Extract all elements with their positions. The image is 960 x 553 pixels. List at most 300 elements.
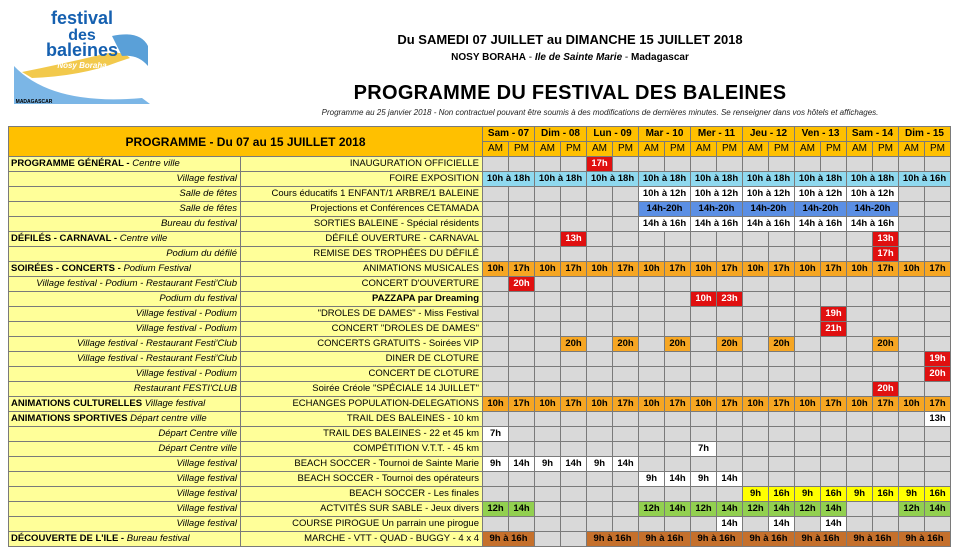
event-name: COURSE PIROGUE Un parrain une pirogue bbox=[241, 517, 483, 532]
time-slot bbox=[535, 472, 561, 487]
time-slot bbox=[821, 247, 847, 262]
time-slot bbox=[769, 382, 795, 397]
time-slot bbox=[743, 382, 769, 397]
time-slot: 20h bbox=[665, 337, 691, 352]
table-row bbox=[9, 217, 951, 232]
time-slot bbox=[561, 502, 587, 517]
time-slot bbox=[925, 232, 951, 247]
time-slot bbox=[665, 517, 691, 532]
time-slot: 9h à 16h bbox=[483, 532, 535, 547]
time-slot: 20h bbox=[717, 337, 743, 352]
time-slot: 17h bbox=[509, 262, 535, 277]
time-slot: 9h bbox=[847, 487, 873, 502]
am-header: AM bbox=[587, 142, 613, 157]
time-slot: 10h bbox=[691, 397, 717, 412]
time-slot: 14h à 16h bbox=[795, 217, 847, 232]
time-slot: 10h bbox=[639, 262, 665, 277]
pm-header: PM bbox=[613, 142, 639, 157]
time-slot bbox=[925, 277, 951, 292]
time-slot: 17h bbox=[717, 397, 743, 412]
time-slot bbox=[899, 307, 925, 322]
time-slot: 14h bbox=[769, 502, 795, 517]
time-slot bbox=[795, 457, 821, 472]
time-slot: 20h bbox=[769, 337, 795, 352]
time-slot bbox=[925, 322, 951, 337]
time-slot bbox=[587, 202, 613, 217]
event-name: Projections et Conférences CETAMADA bbox=[241, 202, 483, 217]
event-name: DÉFILÉ OUVERTURE - CARNAVAL bbox=[241, 232, 483, 247]
row-location bbox=[9, 232, 241, 247]
time-slot bbox=[691, 517, 717, 532]
row-location bbox=[9, 382, 241, 397]
time-slot bbox=[899, 442, 925, 457]
time-slot: 10h à 18h bbox=[795, 172, 847, 187]
time-slot: 10h à 12h bbox=[847, 187, 899, 202]
time-slot bbox=[587, 367, 613, 382]
location-name: Podium du défilé bbox=[166, 248, 237, 259]
location-name: Village festival - Restaurant Festi'Club bbox=[76, 338, 237, 349]
time-slot bbox=[613, 247, 639, 262]
logo-line2: des bbox=[68, 27, 96, 44]
time-slot bbox=[639, 517, 665, 532]
day-header: Jeu - 12 bbox=[743, 127, 795, 142]
time-slot bbox=[899, 367, 925, 382]
event-name: BEACH SOCCER - Les finales bbox=[241, 487, 483, 502]
time-slot bbox=[795, 352, 821, 367]
time-slot bbox=[821, 367, 847, 382]
time-slot bbox=[613, 382, 639, 397]
time-slot bbox=[613, 352, 639, 367]
row-location bbox=[9, 307, 241, 322]
time-slot: 9h bbox=[795, 487, 821, 502]
time-slot bbox=[769, 412, 795, 427]
time-slot bbox=[743, 427, 769, 442]
time-slot bbox=[717, 307, 743, 322]
time-slot bbox=[769, 247, 795, 262]
time-slot: 14h bbox=[769, 517, 795, 532]
location-name: Salle de fêtes bbox=[179, 188, 237, 199]
time-slot bbox=[613, 277, 639, 292]
time-slot bbox=[821, 442, 847, 457]
location-name: Village festival bbox=[176, 488, 237, 499]
row-location bbox=[9, 502, 241, 517]
time-slot: 10h bbox=[535, 397, 561, 412]
time-slot: 20h bbox=[873, 382, 899, 397]
time-slot: 12h bbox=[743, 502, 769, 517]
time-slot bbox=[535, 352, 561, 367]
time-slot bbox=[639, 307, 665, 322]
time-slot bbox=[873, 292, 899, 307]
time-slot bbox=[483, 157, 509, 172]
time-slot bbox=[587, 247, 613, 262]
pm-header: PM bbox=[561, 142, 587, 157]
row-location bbox=[9, 427, 241, 442]
pm-header: PM bbox=[769, 142, 795, 157]
time-slot bbox=[561, 427, 587, 442]
time-slot bbox=[613, 157, 639, 172]
location-name: Village festival bbox=[176, 458, 237, 469]
row-location bbox=[9, 172, 241, 187]
time-slot bbox=[665, 157, 691, 172]
time-slot: 10h à 18h bbox=[483, 172, 535, 187]
time-slot bbox=[535, 412, 561, 427]
time-slot bbox=[899, 412, 925, 427]
time-slot: 10h à 18h bbox=[743, 172, 795, 187]
time-slot bbox=[561, 367, 587, 382]
table-row bbox=[9, 457, 951, 472]
time-slot bbox=[587, 502, 613, 517]
time-slot bbox=[847, 472, 873, 487]
pm-header: PM bbox=[925, 142, 951, 157]
time-slot bbox=[821, 337, 847, 352]
time-slot bbox=[639, 427, 665, 442]
time-slot: 17h bbox=[873, 247, 899, 262]
time-slot: 10h bbox=[587, 397, 613, 412]
time-slot bbox=[925, 247, 951, 262]
time-slot: 9h bbox=[483, 457, 509, 472]
time-slot bbox=[561, 322, 587, 337]
time-slot bbox=[509, 367, 535, 382]
time-slot bbox=[535, 232, 561, 247]
time-slot: 9h à 16h bbox=[847, 532, 899, 547]
day-header: Sam - 14 bbox=[847, 127, 899, 142]
event-name: SORTIES BALEINE - Spécial résidents bbox=[241, 217, 483, 232]
location-name: Podium Festival bbox=[123, 263, 192, 274]
time-slot bbox=[483, 322, 509, 337]
time-slot bbox=[769, 277, 795, 292]
time-slot bbox=[561, 202, 587, 217]
time-slot bbox=[691, 412, 717, 427]
time-slot: 10h à 18h bbox=[587, 172, 639, 187]
time-slot: 23h bbox=[717, 292, 743, 307]
time-slot bbox=[691, 277, 717, 292]
day-header: Lun - 09 bbox=[587, 127, 639, 142]
am-header: AM bbox=[483, 142, 509, 157]
time-slot bbox=[613, 427, 639, 442]
location-name: Village festival bbox=[176, 518, 237, 529]
row-location bbox=[9, 262, 241, 277]
time-slot: 14h bbox=[509, 502, 535, 517]
time-slot: 20h bbox=[613, 337, 639, 352]
time-slot bbox=[743, 337, 769, 352]
day-header: Mer - 11 bbox=[691, 127, 743, 142]
location-name: Village festival bbox=[176, 503, 237, 514]
event-name: MARCHE - VTT - QUAD - BUGGY - 4 x 4 bbox=[241, 532, 483, 547]
time-slot bbox=[899, 517, 925, 532]
time-slot bbox=[691, 352, 717, 367]
time-slot bbox=[769, 367, 795, 382]
time-slot bbox=[795, 472, 821, 487]
time-slot bbox=[509, 517, 535, 532]
time-slot bbox=[509, 157, 535, 172]
time-slot bbox=[925, 157, 951, 172]
am-header: AM bbox=[847, 142, 873, 157]
time-slot bbox=[873, 427, 899, 442]
time-slot bbox=[847, 517, 873, 532]
time-slot bbox=[795, 442, 821, 457]
time-slot bbox=[639, 457, 665, 472]
time-slot bbox=[691, 157, 717, 172]
time-slot bbox=[821, 157, 847, 172]
location-name: Village festival - Podium bbox=[135, 308, 237, 319]
time-slot bbox=[483, 367, 509, 382]
time-slot bbox=[587, 517, 613, 532]
time-slot: 10h bbox=[535, 262, 561, 277]
time-slot: 20h bbox=[561, 337, 587, 352]
time-slot bbox=[899, 187, 925, 202]
time-slot bbox=[483, 337, 509, 352]
time-slot bbox=[535, 517, 561, 532]
time-slot: 19h bbox=[821, 307, 847, 322]
table-row bbox=[9, 247, 951, 262]
time-slot: 16h bbox=[821, 487, 847, 502]
time-slot bbox=[925, 337, 951, 352]
event-name: CONCERT DE CLOTURE bbox=[241, 367, 483, 382]
time-slot bbox=[639, 322, 665, 337]
location-name: Village festival - Podium bbox=[135, 323, 237, 334]
time-slot bbox=[587, 472, 613, 487]
time-slot bbox=[821, 472, 847, 487]
time-slot bbox=[587, 337, 613, 352]
time-slot: 17h bbox=[769, 397, 795, 412]
time-slot: 17h bbox=[561, 262, 587, 277]
time-slot: 10h bbox=[795, 262, 821, 277]
row-location bbox=[9, 217, 241, 232]
time-slot bbox=[769, 472, 795, 487]
time-slot bbox=[795, 277, 821, 292]
time-slot bbox=[873, 412, 899, 427]
day-header: Sam - 07 bbox=[483, 127, 535, 142]
time-slot bbox=[509, 442, 535, 457]
time-slot bbox=[561, 517, 587, 532]
time-slot bbox=[847, 157, 873, 172]
time-slot bbox=[925, 457, 951, 472]
time-slot: 14h bbox=[821, 502, 847, 517]
time-slot bbox=[509, 472, 535, 487]
table-row bbox=[9, 502, 951, 517]
time-slot bbox=[795, 322, 821, 337]
time-slot bbox=[821, 412, 847, 427]
time-slot bbox=[665, 307, 691, 322]
table-row bbox=[9, 442, 951, 457]
time-slot: 14h-20h bbox=[795, 202, 847, 217]
time-slot bbox=[613, 487, 639, 502]
time-slot bbox=[795, 517, 821, 532]
time-slot bbox=[535, 247, 561, 262]
table-row bbox=[9, 187, 951, 202]
time-slot bbox=[873, 352, 899, 367]
time-slot: 17h bbox=[873, 397, 899, 412]
time-slot bbox=[561, 247, 587, 262]
table-row bbox=[9, 352, 951, 367]
table-row bbox=[9, 367, 951, 382]
time-slot bbox=[483, 382, 509, 397]
time-slot bbox=[847, 457, 873, 472]
time-slot: 10h bbox=[899, 262, 925, 277]
event-name: INAUGURATION OFFICIELLE bbox=[241, 157, 483, 172]
time-slot: 12h bbox=[795, 502, 821, 517]
time-slot: 17h bbox=[873, 262, 899, 277]
time-slot bbox=[899, 247, 925, 262]
time-slot: 10h bbox=[743, 262, 769, 277]
time-slot bbox=[873, 502, 899, 517]
table-row bbox=[9, 412, 951, 427]
time-slot: 19h bbox=[925, 352, 951, 367]
time-slot bbox=[873, 472, 899, 487]
time-slot bbox=[665, 442, 691, 457]
day-header: Dim - 15 bbox=[899, 127, 951, 142]
time-slot: 10h bbox=[847, 397, 873, 412]
time-slot: 14h-20h bbox=[847, 202, 899, 217]
location-name: Village festival - Podium - Restaurant Festi'Club bbox=[36, 278, 237, 289]
row-location bbox=[9, 277, 241, 292]
time-slot: 16h bbox=[925, 487, 951, 502]
time-slot bbox=[873, 277, 899, 292]
time-slot: 9h bbox=[691, 472, 717, 487]
time-slot: 14h bbox=[717, 517, 743, 532]
table-row bbox=[9, 337, 951, 352]
time-slot bbox=[873, 457, 899, 472]
time-slot: 17h bbox=[561, 397, 587, 412]
time-slot: 9h à 16h bbox=[691, 532, 743, 547]
time-slot bbox=[769, 427, 795, 442]
time-slot: 14h bbox=[613, 457, 639, 472]
time-slot: 9h à 16h bbox=[639, 532, 691, 547]
time-slot: 14h bbox=[925, 502, 951, 517]
row-location bbox=[9, 247, 241, 262]
time-slot: 10h bbox=[483, 397, 509, 412]
time-slot bbox=[925, 187, 951, 202]
pm-header: PM bbox=[717, 142, 743, 157]
page-title: PROGRAMME DU FESTIVAL DES BALEINES bbox=[353, 82, 787, 104]
time-slot bbox=[665, 457, 691, 472]
time-slot: 13h bbox=[925, 412, 951, 427]
time-slot bbox=[665, 247, 691, 262]
time-slot bbox=[821, 292, 847, 307]
time-slot: 14h-20h bbox=[691, 202, 743, 217]
time-slot bbox=[483, 202, 509, 217]
time-slot bbox=[587, 217, 613, 232]
time-slot bbox=[535, 382, 561, 397]
time-slot bbox=[535, 337, 561, 352]
time-slot bbox=[925, 202, 951, 217]
time-slot bbox=[847, 502, 873, 517]
time-slot bbox=[795, 292, 821, 307]
time-slot bbox=[717, 247, 743, 262]
time-slot: 10h à 18h bbox=[847, 172, 899, 187]
time-slot bbox=[899, 472, 925, 487]
time-slot bbox=[847, 367, 873, 382]
time-slot bbox=[639, 412, 665, 427]
event-name: ANIMATIONS MUSICALES bbox=[241, 262, 483, 277]
table-row bbox=[9, 472, 951, 487]
time-slot bbox=[743, 307, 769, 322]
time-slot bbox=[769, 292, 795, 307]
time-slot: 9h à 16h bbox=[587, 532, 639, 547]
time-slot: 14h à 16h bbox=[847, 217, 899, 232]
time-slot: 17h bbox=[925, 397, 951, 412]
time-slot: 16h bbox=[769, 487, 795, 502]
time-slot: 7h bbox=[483, 427, 509, 442]
location-name: Restaurant FESTI'CLUB bbox=[133, 383, 237, 394]
time-slot bbox=[587, 442, 613, 457]
time-slot bbox=[613, 217, 639, 232]
time-slot bbox=[535, 322, 561, 337]
festival-logo bbox=[12, 6, 152, 106]
time-slot: 14h à 16h bbox=[691, 217, 743, 232]
event-name: ECHANGES POPULATION-DELEGATIONS bbox=[241, 397, 483, 412]
time-slot bbox=[899, 457, 925, 472]
location-name: Centre ville bbox=[132, 158, 180, 169]
time-slot bbox=[483, 412, 509, 427]
time-slot bbox=[769, 352, 795, 367]
time-slot bbox=[795, 382, 821, 397]
time-slot bbox=[691, 457, 717, 472]
time-slot: 17h bbox=[769, 262, 795, 277]
time-slot: 9h à 16h bbox=[743, 532, 795, 547]
time-slot bbox=[587, 187, 613, 202]
location-name: Village festival bbox=[176, 173, 237, 184]
time-slot bbox=[665, 412, 691, 427]
event-name: BEACH SOCCER - Tournoi de Sainte Marie bbox=[241, 457, 483, 472]
time-slot: 9h bbox=[587, 457, 613, 472]
time-slot: 9h bbox=[743, 487, 769, 502]
event-name: BEACH SOCCER - Tournoi des opérateurs bbox=[241, 472, 483, 487]
event-name: CONCERTS GRATUITS - Soirées VIP bbox=[241, 337, 483, 352]
row-location bbox=[9, 412, 241, 427]
time-slot bbox=[509, 337, 535, 352]
table-row bbox=[9, 202, 951, 217]
logo-country: MADAGASCAR bbox=[15, 99, 53, 105]
pm-header: PM bbox=[821, 142, 847, 157]
time-slot: 20h bbox=[509, 277, 535, 292]
time-slot bbox=[821, 457, 847, 472]
table-row bbox=[9, 262, 951, 277]
row-location bbox=[9, 352, 241, 367]
time-slot bbox=[509, 487, 535, 502]
location-name: Départ Centre ville bbox=[158, 443, 237, 454]
event-name: COMPÉTITION V.T.T. - 45 km bbox=[241, 442, 483, 457]
time-slot: 14h bbox=[821, 517, 847, 532]
time-slot bbox=[769, 442, 795, 457]
time-slot bbox=[691, 367, 717, 382]
time-slot bbox=[873, 367, 899, 382]
time-slot bbox=[743, 412, 769, 427]
time-slot bbox=[587, 277, 613, 292]
time-slot bbox=[535, 217, 561, 232]
time-slot bbox=[769, 307, 795, 322]
time-slot: 20h bbox=[925, 367, 951, 382]
time-slot bbox=[899, 292, 925, 307]
time-slot bbox=[613, 292, 639, 307]
time-slot bbox=[925, 307, 951, 322]
location-c: Madagascar bbox=[631, 52, 689, 63]
time-slot: 17h bbox=[665, 262, 691, 277]
time-slot bbox=[847, 427, 873, 442]
event-name: DINER DE CLOTURE bbox=[241, 352, 483, 367]
time-slot bbox=[665, 292, 691, 307]
time-slot bbox=[535, 442, 561, 457]
time-slot: 10h bbox=[483, 262, 509, 277]
time-slot bbox=[587, 322, 613, 337]
time-slot bbox=[613, 502, 639, 517]
time-slot: 10h bbox=[899, 397, 925, 412]
time-slot bbox=[561, 352, 587, 367]
time-slot bbox=[535, 427, 561, 442]
event-name: Soirée Créole "SPÉCIALE 14 JUILLET" bbox=[241, 382, 483, 397]
time-slot bbox=[665, 277, 691, 292]
time-slot bbox=[691, 232, 717, 247]
